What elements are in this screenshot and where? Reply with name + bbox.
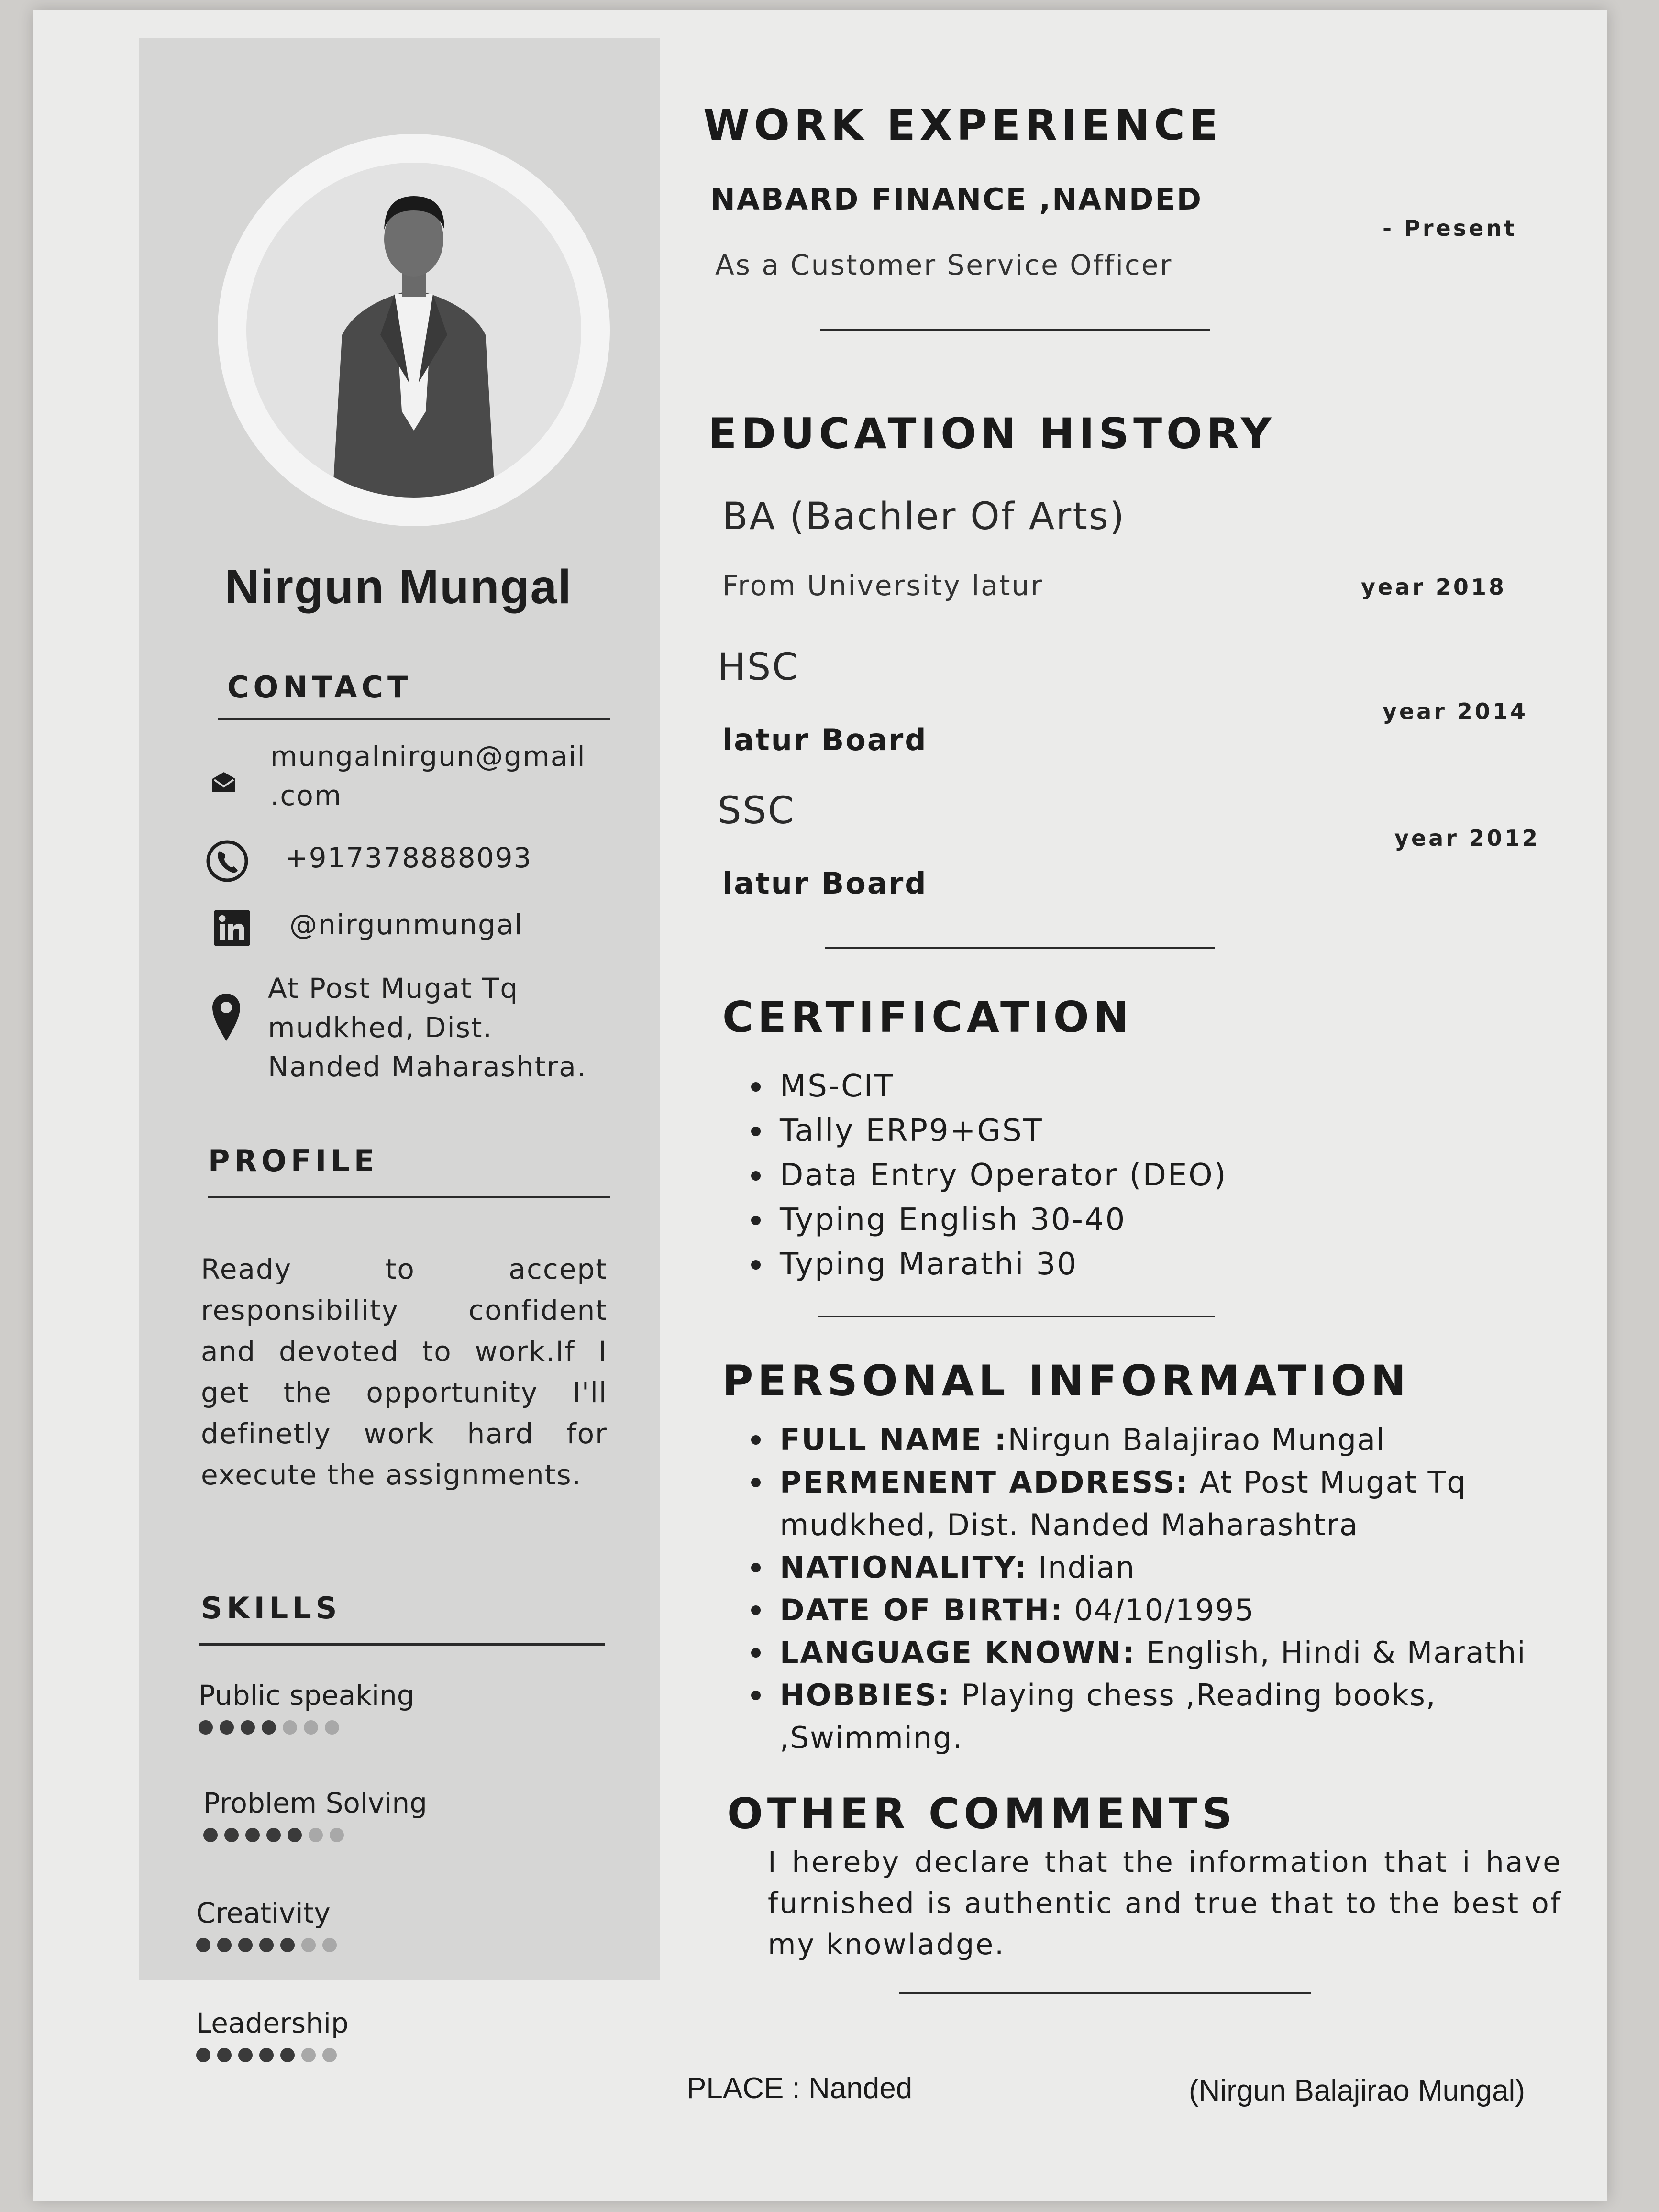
rating-dot (259, 1938, 274, 1952)
certification-divider (818, 1316, 1215, 1317)
place-label: PLACE : Nanded (686, 2072, 913, 2105)
rating-dot (322, 1938, 337, 1952)
rating-dot (280, 1938, 295, 1952)
education-hsc-detail: latur Board (722, 722, 928, 757)
rating-dot (283, 1720, 297, 1735)
rating-dot (301, 2048, 316, 2062)
linkedin-icon (213, 909, 251, 949)
list-item: Data Entry Operator (DEO) (741, 1153, 1228, 1198)
work-experience-heading: WORK EXPERIENCE (703, 100, 1222, 150)
rating-dot (266, 1828, 281, 1842)
profile-photo (246, 163, 581, 498)
list-item: PERMENENT ADDRESS: At Post Mugat Tq mudkhed, Dist. Nanded Maharashtra (741, 1461, 1555, 1546)
contact-address: At Post Mugat Tq mudkhed, Dist. Nanded Maharashtra. (268, 972, 587, 1083)
work-company: NABARD FINANCE ,NANDED (710, 182, 1203, 217)
rating-dot (238, 1938, 253, 1952)
envelope-icon (210, 770, 237, 796)
rating-dot (245, 1828, 260, 1842)
rating-dot (217, 1938, 232, 1952)
list-item: Typing English 30-40 (741, 1198, 1228, 1242)
signature-line (899, 1992, 1311, 1994)
list-item: FULL NAME :Nirgun Balajirao Mungal (741, 1418, 1555, 1461)
rating-dot (259, 2048, 274, 2062)
rating-dot (238, 2048, 253, 2062)
rating-dot (330, 1828, 344, 1842)
list-item: Tally ERP9+GST (741, 1109, 1228, 1153)
rating-dot (325, 1720, 339, 1735)
skill-leadership: Leadership (196, 2007, 349, 2062)
skill-creativity: Creativity (196, 1897, 337, 1952)
skill-rating (196, 1938, 337, 1952)
person-photo-icon (246, 163, 581, 498)
skills-divider (199, 1643, 605, 1646)
rating-dot (262, 1720, 276, 1735)
phone-icon (203, 840, 251, 885)
rating-dot (288, 1828, 302, 1842)
declaration-text: I hereby declare that the information that i have furnished is authentic and true that to the best of my knowladge. (768, 1846, 1562, 1961)
rating-dot (203, 1828, 218, 1842)
personal-info-list (741, 1418, 1555, 1759)
education-ssc-detail: latur Board (722, 866, 928, 901)
contact-email[interactable]: mungalnirgun@gmail .com (270, 740, 586, 812)
work-role: As a Customer Service Officer (715, 249, 1173, 281)
rating-dot (241, 1720, 255, 1735)
education-heading: EDUCATION HISTORY (708, 409, 1276, 458)
personal-info-heading: PERSONAL INFORMATION (722, 1356, 1411, 1405)
contact-heading: CONTACT (227, 670, 412, 705)
certification-heading: CERTIFICATION (722, 993, 1133, 1042)
rating-dot (304, 1720, 318, 1735)
certification-list (741, 1064, 1228, 1287)
profile-summary: Ready to accept responsibility confident and devoted to work.If I get the opportunity I'll definetly work hard for execute the assignments. (201, 1253, 608, 1491)
skills-heading: SKILLS (201, 1591, 342, 1626)
list-item: DATE OF BIRTH: 04/10/1995 (741, 1589, 1555, 1631)
profile-divider (208, 1196, 610, 1198)
contact-divider (218, 718, 610, 720)
other-comments-heading: OTHER COMMENTS (727, 1789, 1237, 1838)
education-hsc-title: HSC (718, 646, 800, 689)
contact-linkedin[interactable]: @nirgunmungal (289, 908, 523, 941)
list-item: LANGUAGE KNOWN: English, Hindi & Marathi (741, 1631, 1555, 1674)
list-item: NATIONALITY: Indian (741, 1546, 1555, 1589)
skill-rating (196, 2048, 349, 2062)
education-ba-title: BA (Bachler Of Arts) (722, 495, 1126, 538)
contact-phone[interactable]: +917378888093 (285, 841, 532, 874)
rating-dot (220, 1720, 234, 1735)
work-divider (820, 329, 1210, 331)
profile-heading: PROFILE (208, 1143, 379, 1178)
skill-public-speaking: Public speaking (199, 1679, 415, 1735)
list-item: Typing Marathi 30 (741, 1242, 1228, 1287)
education-divider (825, 947, 1215, 949)
list-item: HOBBIES: Playing chess ,Reading books, ,Swimming. (741, 1674, 1555, 1759)
rating-dot (196, 1938, 210, 1952)
rating-dot (199, 1720, 213, 1735)
work-period: - Present (1382, 215, 1517, 241)
education-ba-year: year 2018 (1361, 574, 1506, 600)
location-pin-icon (210, 990, 243, 1045)
list-item: MS-CIT (741, 1064, 1228, 1109)
skill-rating (199, 1720, 415, 1735)
candidate-name: Nirgun Mungal (225, 560, 572, 614)
skill-problem-solving: Problem Solving (203, 1787, 427, 1842)
rating-dot (217, 2048, 232, 2062)
rating-dot (280, 2048, 295, 2062)
rating-dot (309, 1828, 323, 1842)
rating-dot (224, 1828, 239, 1842)
education-ssc-year: year 2012 (1394, 825, 1540, 851)
signature-name: (Nirgun Balajirao Mungal) (1189, 2074, 1525, 2107)
education-ba-detail: From University latur (722, 569, 1044, 602)
education-hsc-year: year 2014 (1382, 698, 1528, 724)
rating-dot (301, 1938, 316, 1952)
education-ssc-title: SSC (718, 789, 796, 832)
rating-dot (196, 2048, 210, 2062)
resume-page (33, 10, 1607, 2201)
skill-rating (203, 1828, 427, 1842)
rating-dot (322, 2048, 337, 2062)
